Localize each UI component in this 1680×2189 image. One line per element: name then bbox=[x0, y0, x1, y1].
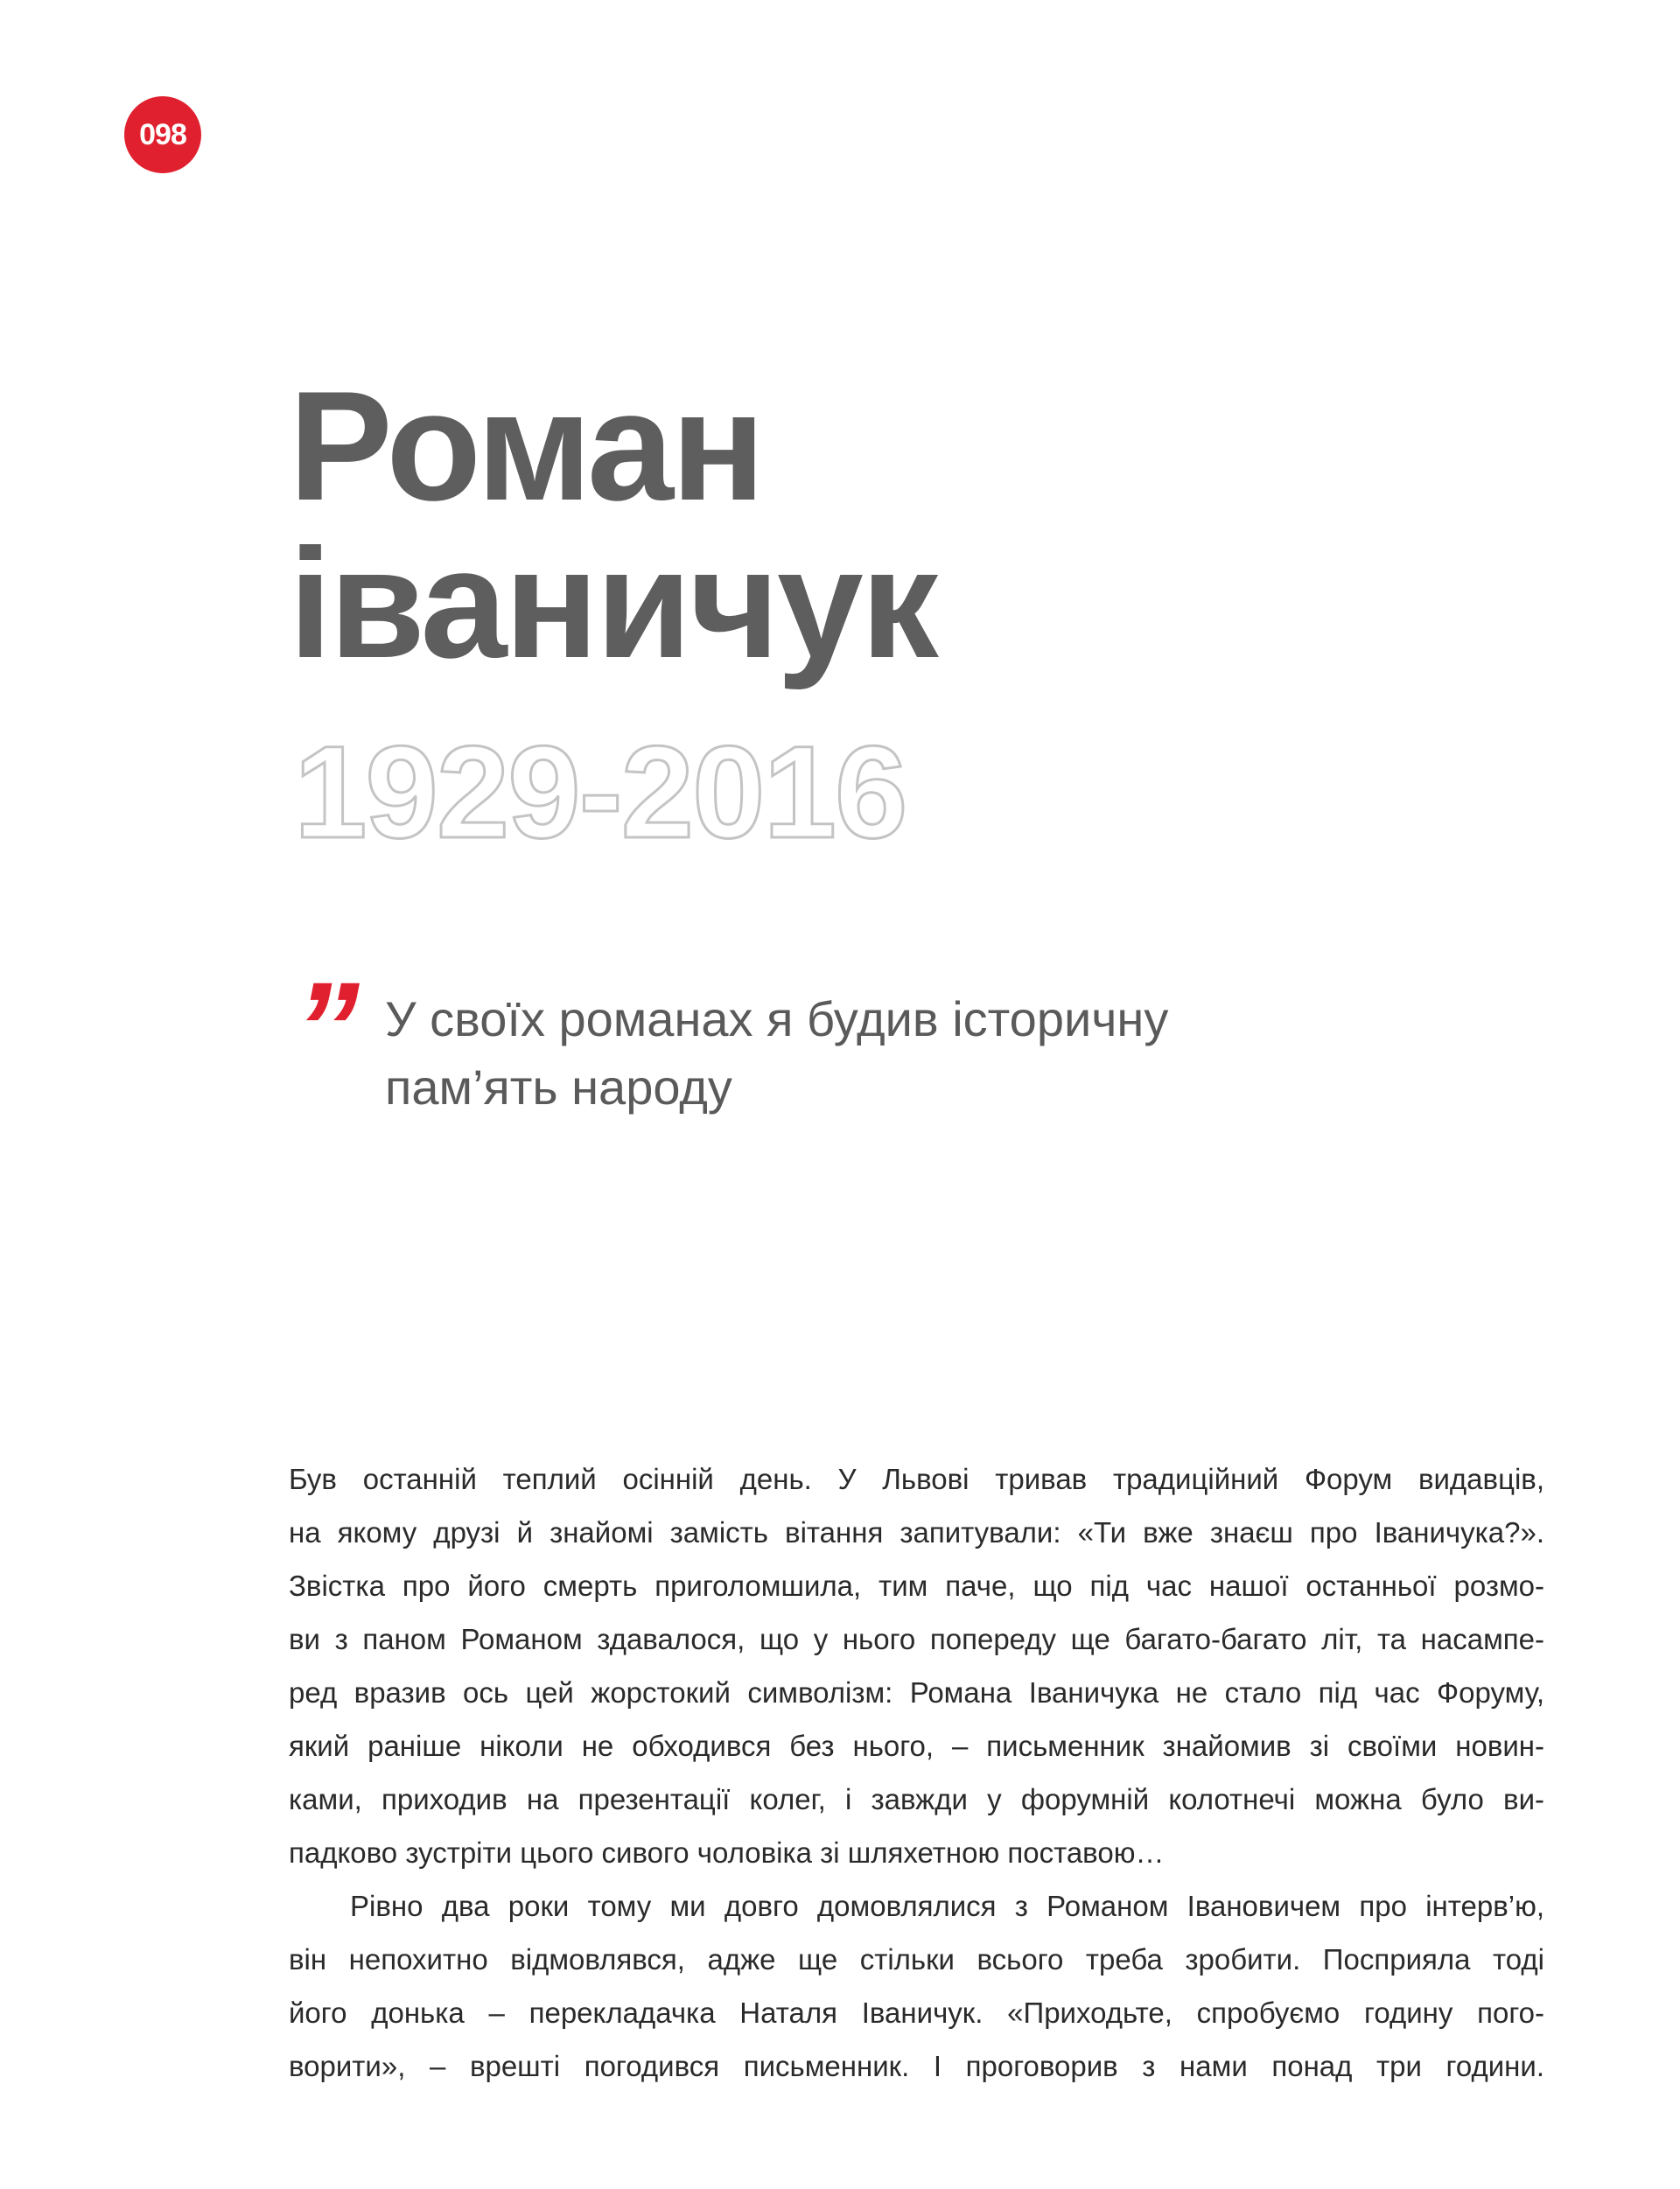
body-line: падково зустріти цього сивого чоловіка зі шляхетною поставою… bbox=[289, 1836, 1165, 1869]
body-line: Був останній теплий осінній день. У Львові тривав традиційний Форум видавців, bbox=[289, 1463, 1544, 1495]
body-line: який раніше ніколи не обходився без нього, – письменник знайомив зі своїми новин- bbox=[289, 1730, 1544, 1762]
pull-quote bbox=[385, 985, 1168, 1122]
body-line: ками, приходив на презентації колег, і завжди у форумній колотнечі можна було ви- bbox=[289, 1783, 1544, 1815]
body-line: Рівно два роки тому ми довго домовлялися з Романом Івановичем про інтерв’ю, bbox=[350, 1890, 1544, 1922]
life-years: 1929-2016 bbox=[294, 718, 906, 865]
article-body bbox=[289, 1452, 1544, 2093]
pull-quote-line: пам’ять народу bbox=[385, 1060, 732, 1115]
body-line: ви з паном Романом здавалося, що у нього попереду ще багато-багато літ, та насампе- bbox=[289, 1623, 1544, 1655]
body-line: ворити», – врешті погодився письменник. І проговорив з нами понад три години. bbox=[289, 2050, 1544, 2082]
title-first-name: Роман bbox=[289, 359, 763, 533]
page-number-badge: 098 bbox=[124, 96, 201, 173]
title-last-name: іваничук bbox=[289, 516, 936, 690]
body-line: Звістка про його смерть приголомшила, тим паче, що під час нашої останньої розмо- bbox=[289, 1570, 1544, 1602]
body-line: на якому друзі й знайомі замість вітання запитували: «Ти вже знаєш про Іваничука?». bbox=[289, 1516, 1544, 1549]
pull-quote-line: У своїх романах я будив історичну bbox=[385, 991, 1169, 1046]
body-line: ред вразив ось цей жорстокий символізм: Романа Іваничука не стало під час Форуму, bbox=[289, 1676, 1544, 1709]
quote-mark-icon: ” bbox=[294, 955, 347, 1101]
article-title bbox=[289, 359, 936, 690]
body-line: його донька – перекладачка Наталя Іваничук. «Приходьте, спробуємо годину пого- bbox=[289, 1997, 1544, 2029]
body-line: він непохитно відмовлявся, адже ще стільки всього треба зробити. Посприяла тоді bbox=[289, 1943, 1544, 1976]
